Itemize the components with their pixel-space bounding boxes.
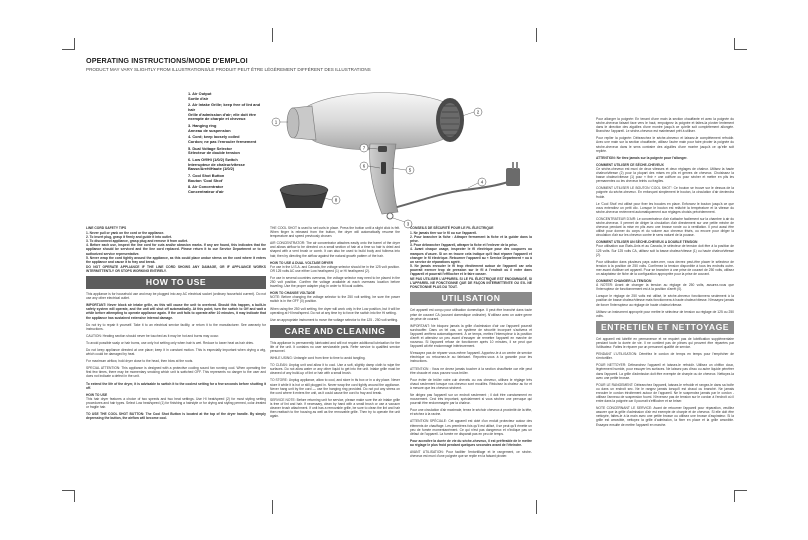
fr-paragraph: Pour utilisation aux États-Unis et au Canada, le sélecteur de tension doit être à la position de 125 volts. Sur 125 volts CA, utilisez soit la basse chaleur/vitesse (1) ou haute chaleur/vitesse (2). [596, 244, 734, 257]
mid-paragraph: For use in the U.S.A. and Canada, the voltage selector should be in the 125 volt position. OR 125 volts AC use either Low heat/speed (1) or Hi heat/speed (2). [270, 264, 400, 273]
crop-mark [536, 28, 537, 42]
cool-shot-button [378, 146, 387, 152]
crop-mark [536, 500, 537, 514]
component-item: 6. Low Off/Hi (1/0/2) Switch Interrupteur de chaleur/vitesse Basse/Arrêt/Haute (1/0/2) [188, 157, 245, 172]
dryer-handle [370, 144, 398, 214]
fr-care-paragraph: Cet appareil est lubrifié en permanence et ne requiert pas de lubrification supplémentaire pendant toute la durée de vie. Il ne contient pas de pièces qui peuvent être réparées par l'utilisateur. Faites le réparer par un personnel qualifié de service. [596, 336, 734, 350]
safety-item: 1. Never pull or yank on the cord or the appliance. [86, 231, 165, 236]
fr-use-paragraph: N'essayez pas de réparer vous-même l'appareil. Apportez-le à un centre de service électrique ou retournez-le au fabricant. Reportez-vous à la garantie pour les instructions. [410, 351, 532, 364]
fr-use-paragraph: Pour une circulation d'air maximale, tenez le séchoir cheveux à proximité de la tête, et séchez à la racine. [410, 408, 532, 417]
fr-care-heading: ENTRETIEN ET NETTOYAGE [596, 321, 734, 334]
callout-5: 5 [408, 167, 412, 173]
care-paragraph: SERVICE NOTE: Before returning unit for service, please make sure the air intake grille is free of lint and hair. If necessary, clean by hand with a small brush or use a vacuum cleaner brush attachment. If unit has a removable grille, be sure to clean the lint and hair then reattach to the housing as well as the removable grille. Then try to operate the unit again. [270, 397, 400, 419]
fr-use-paragraph: ATTENTION SPÉCIALE: Cet appareil est doté d'un enduit protecteur autour des éléments de chauffage. Les premières fois qu'il est utilisé, il se peut qu'il émette un peu de fumée momentanément. Ce qui n'est pas dangereux et n'indique pas un défaut de l'appareil. La fumée ne disparait pas en peu de temps. [410, 419, 532, 436]
how-paragraph: Do not try to repair it yourself. Take it to an electrical service facility, or return it to the manufacturer. See warranty for instructions. [86, 322, 266, 331]
fr-paragraph: Le 'Cool Shot' est utilisé pour fixer les boucles en place. Enfoncez le bouton jusqu'à ce que vous entendiez un petit clic. Lorsque le bouton est relâché la température et la vitesse du sèche-cheveux reviennent automatiquement aux réglages choisis précédemment. [596, 201, 734, 214]
component-item: 3. Hanging ring Anneau de suspension [188, 122, 231, 133]
fr-use-paragraph: Pour accroître la durée de vie du sèche-cheveux, il est préférable de le mettre au réglage le plus froid pendant quelques secondes avant de l'éteindre. [410, 438, 532, 447]
fr-use-paragraph: Ne dirigez pas l'appareil sur un endroit seulement ; il doit être constamment en mouvement. Ceci très important, spécialement si vous séchez une perruque qui pourrait être endommagée par la chaleur. [410, 393, 532, 406]
safety-item: 3. To disconnect appliance, grasp plug and remove it from outlet. [86, 239, 188, 244]
power-switch [381, 162, 386, 174]
fr-paragraph: Utilisez un instrument approprié pour mettre le sélecteur de tension au réglage de 125 ou 250 volts. [596, 309, 734, 318]
care-paragraph: WHILE USING: Untangle cord from time to time to avoid tangling. [270, 356, 366, 361]
page-subtitle: PRODUCT MAY VARY SLIGHTLY FROM ILLUSTRATIONS/LE PRODUIT PEUT ÊTRE LÉGÈREMENT DIFFÉRENT DES ILLUSTRATIONS [86, 67, 371, 72]
mid-paragraph: Use an appropriate instrument to move the voltage selector to the 125 - 250 volt setting. [270, 317, 399, 322]
how-paragraph: IMPORTANT: Never block air intake grille, as this will cause the unit to overheat. Should this happen, a built-in safety system will operate, and the unit will shut off automatically. At this point, turn the switch to Off and wait a while before attempting to operate appliance again. If the unit fails to operate after 10 minutes, it may indicate that the appliance has sustained extensive internal damage. [86, 303, 266, 320]
safety-item: 5. Never wrap the cord tightly around the appliance, as this could place undue stress on the cord where it enters the appliance and cause it to fray and break. [86, 255, 266, 264]
cord-warning: DO NOT OPERATE APPLIANCE IF THE LINE CORD SHOWS ANY DAMAGE, OR IF APPLIANCE WORKS INTERMITTENTLY OR STOPS WORKING ENTIRELY. [86, 264, 266, 273]
fr-paragraph: COMMENT UTILISER LE BOUTON 'COOL SHOT': Ce bouton se trouve sur le dessus de la poignée du sèche-cheveux. En enfonçant simplement le bouton, la circulation d'air deviendra froide. [596, 186, 734, 199]
mid-paragraph: AIR CONCENTRATOR: The air concentrator attaches easily onto the barrel of the dryer and allows airflow to be directed on a small section of hair at a time so hair is dried and shaped with a vent brush or comb. It can also be used to build body and fullness into hair, then by directing the airflow against the natural growth pattern of the hair. [270, 241, 400, 258]
mid-paragraph: When using the 250 volt setting, the dryer will work only in the Low position, but it will be operating at Hi heat/speed. Do not at any time try to force the switch into the Hi setting. [270, 306, 400, 315]
callout-6: 6 [362, 163, 366, 169]
mid-paragraph: For use in several countries overseas, the voltage selector may need to be placed in the 250 volt position. Confirm the voltage available at each overseas location before traveling. Use the proper adapter plug in order to fit local outlets. [270, 275, 400, 289]
component-item: 8. Air Concentrator Concentrateur d'air [188, 184, 224, 194]
fr-care-paragraph: NOTE CONCERNANT LE SERVICE: Avant de retourner l'appareil pour réparation, veuillez assurer que la grille d'admission d'air est exempte de charpie et de cheveux. Si elle doit être nettoyée, faites-le à la main avec une petite brosse ou utilisez une brosse d'aspirateur. Si la grille est amovible, nettoyez la grille d'admission, la fixer en place et la grille amovible. Essayez ensuite de mettre l'appareil en marche. [596, 406, 734, 427]
callout-2: 2 [476, 109, 480, 115]
fr-safety-list [410, 231, 532, 276]
safety-title: LINE CORD SAFETY TIPS [86, 226, 127, 230]
component-item: 4. Cord; keep loosely coiled Cordon; ne pas l'enrouler fermement [188, 134, 257, 144]
component-list [188, 92, 264, 197]
crop-mark [735, 490, 747, 491]
fr-safety-item: 3. Pour débrancher l'appareil, attraper la fiche et l'enlever de la prise. [410, 243, 518, 248]
how-paragraph: CAUTION: Heating section should never be touched as it may be hot and burns may occur. [86, 333, 220, 338]
fr-care-paragraph: POUR NETTOYER: Débranchez l'appareil et laissez-le refroidir. Utilisez un chiffon doux, légèrement humide, pour essuyer les surfaces. Ne laissez pas d'eau ou autre liquide pénétrer dans l'appareil. La grille d'admission doit être exempte de charpie ou de cheveux. Nettoyez-la avec une petite brosse. [596, 363, 734, 380]
care-paragraph: TO CLEAN: Unplug unit and allow it to cool. Use a soft, slightly damp cloth to wipe the surfaces. Do not allow water or any other liquid to get into the unit. Intake grille must be cleaned of any build-up of lint or hair with a small brush. [270, 363, 400, 376]
how-to-use-heading: HOW TO USE [86, 276, 266, 289]
care-paragraph: TO STORE: Unplug appliance, allow to cool, and store in its box or in a dry place. Never store it while it is hot or still plugged in. Never wrap the cord tightly around the appliance. Never hang unit by the cord — use the hanging ring provided. Do not put any stress on the cord where it enters the unit, as it could cause the cord to fray and break. [270, 378, 400, 395]
power-cord [386, 179, 508, 210]
safety-list [86, 231, 266, 264]
fr-subheading: COMMENT UTILISER UN SÈCHE-CHEVEUX A DOUBLE TENSION [596, 240, 698, 245]
dryer-body [302, 93, 455, 150]
how-subheading: HOW TO USE [86, 392, 108, 397]
fr-safety-item: 1. Ne jamais tirer sur le fil ou sur l'appareil. [410, 231, 478, 236]
crop-mark [272, 500, 273, 514]
how-paragraph: TO USE THE COOL SHOT BUTTON: The Cool Shot Button is located at the top of the dryer handle. By simply depressing the button, the airflow will become cool. [86, 412, 266, 421]
care-paragraph: This appliance is permanently lubricated and will not require additional lubrication for the life of the unit. It contains no user serviceable parts. Refer service to qualified service personnel. [270, 340, 400, 353]
callout-8: 8 [334, 197, 338, 203]
how-paragraph: To avoid possible scalp or hair burns, use only hot setting only when hair is wet. Reduce to lower heat as hair dries. [86, 340, 254, 345]
safety-item: 2. To insert plug, grasp it firmly and guide it into outlet. [86, 235, 173, 240]
component-item: 1. Air Output Sortie d'air [188, 91, 212, 101]
fr-paragraph: ATTENTION: Ne tirez jamais sur la poignée pour l'allonger. [596, 155, 688, 160]
how-paragraph: To extend the life of the dryer, it is advisable to switch it to the coolest setting for a few seconds before shutting it off. [86, 381, 266, 390]
fr-subheading: COMMENT CHANGER LA TENSION [596, 279, 652, 284]
mid-subheading: HOW TO CHANGE VOLTAGE [270, 291, 316, 296]
fr-use-paragraph: IMPORTANT: Ne bloquez jamais la grille d'admission d'air car l'appareil pourrait surchauffer. Dans un tel cas, un système de sécurité incorporé s'activera et l'appareil arrêtera automatiquement. À ce temps, mettez l'interrupteur à la position d'arrêt et attendez un peu avant d'essayer de remettre l'appareil en marche de nouveau. Si l'appareil refuse de fonctionner après 10 minutes, il se peut que l'appareil ait été endommagé intérieurement. [410, 323, 532, 349]
how-paragraph: This appliance is for household use and may be plugged into any AC electrical socket (ordinary household current). Do not use any other electrical outlet. [86, 292, 266, 301]
how-paragraph: SPECIAL ATTENTION: This appliance is designed with a protective cooling sound fan running cool. When operating the first few times, there may be momentary smoking which unit is switched OFF. This represents no danger to the user and does not indicate a defect in the unit. [86, 366, 266, 379]
callout-7: 7 [362, 145, 366, 151]
fr-use-paragraph: ATTENTION : Vous ne devez jamais toucher à la section chauffante car elle peut être chaude et vous pouvez vous brûler. [410, 366, 532, 375]
how-paragraph: For maximum airflow, hold dryer close to the head, then blow at the roots. [86, 359, 194, 364]
fr-safety-item: 4. Avant chaque usage, inspecter le fil électrique pour des coupures ou marques d'usure. Si on en trouve cela indique qu'il faut réparer l'appareil et changer le fil électrique. Retourner l'appareil au « Service Department » ou à un service de réparations agréé. [410, 247, 532, 264]
fr-paragraph: Pour allonger la poignée: En tenant d'une main la section chauffante et avec la poignée du sèche-cheveux faisant face vers le haut, empoignez la poignée et faites-la pivoter lentement dans le direction des aiguilles d'une montre jusqu'à ce qu'elle soit complètement allongée. Branchez l'appareil. Le sèche-cheveux est maintenant prêt à utiliser. [596, 117, 734, 134]
english-column-left [86, 226, 266, 423]
crop-mark [272, 28, 273, 42]
fr-care-paragraph: PENDANT L'UTILISATION: Démêlez le cordon de temps en temps pour l'empêcher de s'entortiller. [596, 352, 734, 361]
component-item: 2. Air Intake Grille; keep free of lint and hair Grille d'admission d'air; elle doit être exempte de charpie et cheveux [188, 102, 261, 122]
fr-care-paragraph: POUR LE RANGEMENT: Débranchez l'appareil, laissez-le refroidir et rangez-le dans sa boîte ou dans un endroit sec. Ne le rangez jamais lorsqu'il est chaud ou branché. Ne jamais enrouler le cordon étroitement autour de l'appareil. Ne le suspendez jamais par le cordon - utilisez l'anneau de suspension fourni. N'exercez pas de tension sur le cordon à l'endroit où il entre dans la poignée car il pourrait s'effilocher et se briser. [596, 382, 734, 404]
english-column-right [270, 226, 400, 421]
french-column-left [410, 226, 532, 461]
fr-paragraph: Lorsque le réglage de 250 volts est utilisé, le sèche-cheveux fonctionnera seulement à la position de basse chaleur/vitesse mais fonctionnera à haute chaleur/vitesse. N'essayez jamais de forcer l'interrupteur au réglage de haute chaleur/vitesse. [596, 294, 734, 307]
mid-paragraph: NOTE: Before changing the voltage selector to the 250 volt setting, be sure the power switch is in the OFF (0) position. [270, 295, 400, 304]
care-heading: CARE AND CLEANING [270, 325, 400, 338]
fr-paragraph: Pour utilisation dans plusieurs pays outre-mer, vous devrez peut-être placer le sélecteur de tension à la position de 250 volts. Confirmez la tension disponible à tous les endroits outre-mer avant d'utiliser cet appareil. Pour se brancher à une prise de courant de 250 volts, utilisez un adaptateur de fiche de la configuration appropriée pour la prise de courant. [596, 259, 734, 276]
crop-mark [74, 490, 75, 502]
crop-mark [74, 38, 75, 50]
callout-4: 4 [480, 179, 484, 185]
fr-use-paragraph: Cet appareil est conçu pour utilisation domestique. Il peut être branché dans toute prise de courant CA (courant domestique ordinaire). N'utilisez avec un autre genre de prise de courant. [410, 308, 532, 321]
mid-subheading: HOW TO USE A DUAL VOLTAGE DRYER [270, 260, 333, 265]
callout-1: 1 [274, 119, 278, 125]
fr-cord-warning: NE PAS UTILISER L'APPAREIL SI LE FIL ÉLECTRIQUE EST ENDOMMAGÉ, SI L'APPAREIL NE FONCTIONNE QUE DE FAÇON INTERMITTENTE OU S'IL NE FONCTIONNE PLUS DU TOUT. [410, 277, 532, 290]
safety-item: 4. Before each use, inspect the line cord for cuts and/or abrasion marks. If any are found, this indicates that the appliance should be serviced and the line cord replaced. Please return it to our Service Department or to an authorized service representative. [86, 243, 266, 256]
how-paragraph: This hair dryer features a choice of two speeds and two heat settings. Use Hi heat/speed (2) for most styling setting procedures and hair types. Select Low heat/speed (1) for finishing a hairstyle or for drying and styling permed, color-treated or fragile hair. [86, 396, 266, 409]
fr-paragraph: Pour replier la poignée: Débranchez le sèche-cheveux et laissez-le complètement refroidir. Avec une main sur la section chauffante, utilisez l'autre main pour faire pivoter la poignée du sèche-cheveux dans le sens contraire des aiguilles d'une montre jusqu'à ce qu'elle soit repliée. [596, 136, 734, 153]
component-item: 5. Dual Voltage Selector Sélecteur de double tension [188, 145, 240, 156]
fr-paragraph: Ce sèche-cheveux est muni de deux vitesses et deux réglages de chaleur. Utilisez la haute chaleur/vitesse (2) pour la plupart des mises en plis et genres de cheveux. Choisissez la basse chaleur/vitesse (1) pour « finir » une coiffure ou pour sécher et mettre en plis les permanentes ou les cheveux teints ou fragiles. [596, 166, 734, 184]
hanging-ring [387, 213, 393, 219]
crop-mark [735, 49, 747, 50]
power-plug [506, 168, 520, 186]
fr-safety-item: 2. Pour brancher la fiche : Attraper fermement la fiche et la guider dans la prise. [410, 235, 532, 244]
fr-safety-title: CONSEILS DE SÉCURITÉ POUR LE FIL ÉLECTRIQUE [410, 226, 494, 230]
fr-paragraph: À NOTER: Avant de changer la tension au réglage de 250 volts, assurez-vous que l'interrupteur de fonctionnement est à la position d'arrêt (0). [596, 283, 734, 292]
how-paragraph: Do not keep appliance directed at one place; keep it in constant motion. This is especially important when drying a wig, which could be damaged by heat. [86, 347, 266, 357]
crop-mark [62, 490, 74, 491]
component-item: 7. Cool Shot Button Bouton 'Cool Shot' [188, 173, 225, 183]
hair-dryer-illustration [268, 82, 548, 230]
fr-use-paragraph: AVANT UTILISATION: Pour faciliter l'entortillage et le rangement, ce sèche-cheveux est muni d'une poignée que se replie en la faisant pivoter. [410, 450, 532, 459]
fr-paragraph: CONCENTRATEUR D'AIR: Le concentrateur d'air s'attache facilement sur la chambre à air du sèche-cheveux. Il permet de diriger la circulation d'air directement sur une petite mèche de cheveux pendant la mise en plis avec une brosse ronde ou à ventilation. Il peut aussi être utilisé pour donner du corps et du volume aux cheveux frisés, ou encore pour diriger la circulation d'air sur les cheveux contre le sens naturel de la pousse. [596, 216, 734, 238]
crop-mark [62, 49, 74, 50]
fr-safety-item: 5. Ne jamais enrouler le fil trop étroitement autour de l'appareil car cela pourrait exercer trop de pression sur le fil à l'endroit où il entre dans l'appareil et pourrait l'effilocher et le faire casser. [410, 263, 532, 277]
crop-mark [734, 490, 735, 502]
fr-use-heading: UTILISATION [410, 292, 532, 305]
french-column-right [596, 117, 734, 430]
fr-use-paragraph: Pour éviter de brûler votre cuir chevelu ou vos cheveux, utilisez le réglage très chaud seulement lorsque vos cheveux sont mouillés. Réduisez la chaleur au fur et à mesure que les cheveux sèchent. [410, 377, 532, 390]
page-title: OPERATING INSTRUCTIONS/MODE D'EMPLOI [86, 56, 248, 65]
mid-paragraph: THE COOL SHOT is used to set curls in place. Press the button until a slight click is felt. When finger is released from the button, the dryer will automatically resume the temperature and speed previously chosen. [270, 226, 400, 239]
callout-3: 3 [406, 221, 410, 227]
fr-subheading: COMMENT UTILISER CE SÉCHE-CHEVEUX [596, 162, 664, 167]
